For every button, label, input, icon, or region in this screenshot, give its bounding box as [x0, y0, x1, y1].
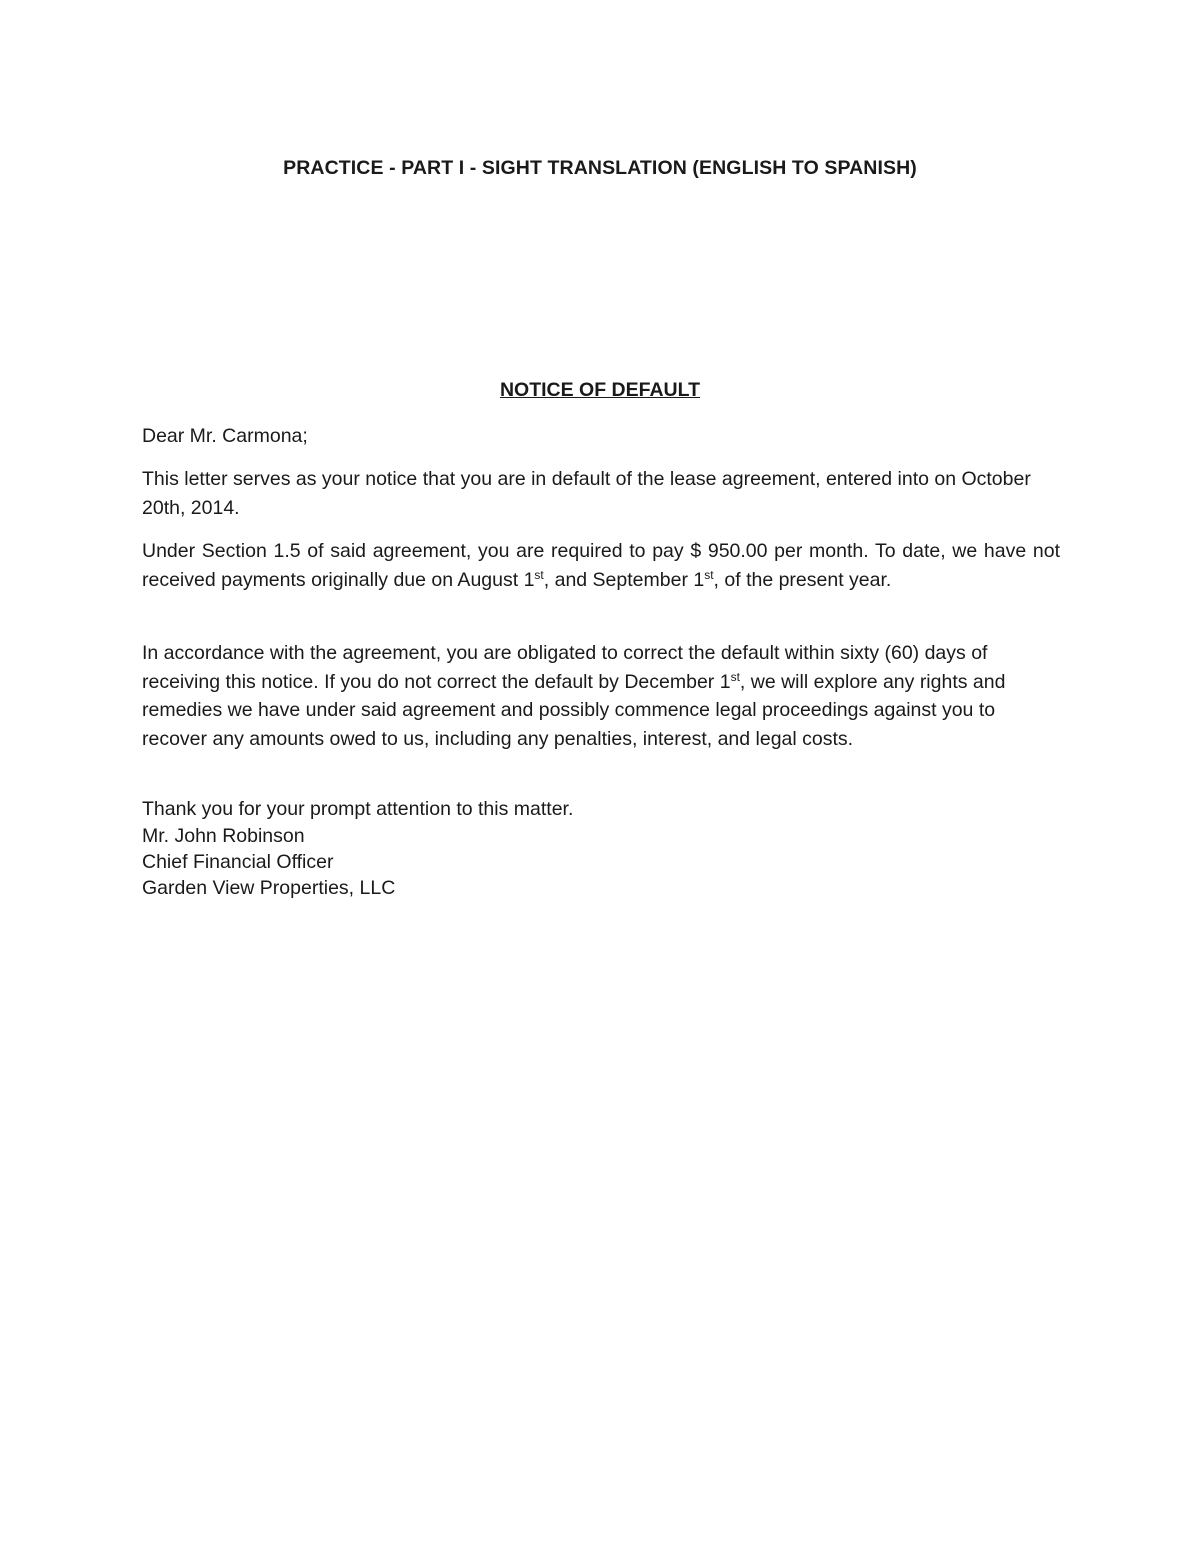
paragraph-text: , we will explore any rights and remedies we have under said agreement and possibly commence legal proceedings against you to recover any amounts owed to us, including any penalties, interest, and legal costs.	[142, 670, 1006, 750]
paragraph-text: , of the present year.	[713, 568, 892, 591]
paragraph-remedies	[142, 639, 1060, 753]
salutation: Dear Mr. Carmona;	[142, 425, 308, 447]
ordinal-suffix: st	[730, 669, 740, 684]
ordinal-suffix: st	[704, 567, 714, 582]
paragraph-text: In accordance with the agreement, you are obligated to correct the default within sixty (60) days of receiving this notice. If you do not correct the default by December 1	[142, 642, 988, 693]
signature-company: Garden View Properties, LLC	[142, 877, 396, 899]
paragraph-default-notice: This letter serves as your notice that you are in default of the lease agreement, entered into on October 20th, 2014.	[142, 468, 1031, 519]
paragraph-payment-terms	[142, 537, 1060, 594]
notice-title: NOTICE OF DEFAULT	[499, 379, 701, 401]
signature-name: Mr. John Robinson	[142, 825, 305, 847]
signature-title: Chief Financial Officer	[142, 851, 334, 873]
page-header-title: PRACTICE - PART I - SIGHT TRANSLATION (ENGLISH TO SPANISH)	[283, 157, 917, 179]
closing-line: Thank you for your prompt attention to this matter.	[142, 798, 574, 820]
paragraph-text: Under Section 1.5 of said agreement, you are required to pay $ 950.00 per month. To date, we have not received payments originally due on August 1	[142, 540, 1060, 591]
ordinal-suffix: st	[534, 567, 544, 582]
paragraph-text: , and September 1	[543, 568, 705, 591]
